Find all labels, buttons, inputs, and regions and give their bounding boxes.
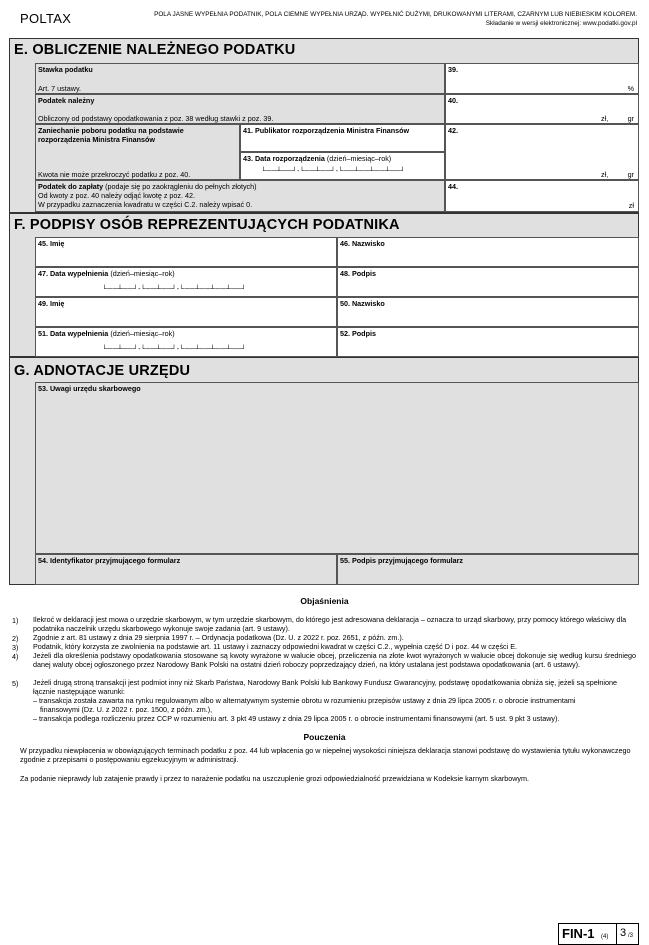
form-code-box: [558, 923, 617, 945]
field-47-fill-date[interactable]: [35, 267, 337, 297]
field-44-number: 44.: [448, 182, 458, 191]
field-47-label: [38, 269, 175, 278]
section-e-title: E. OBLICZENIE NALEŻNEGO PODATKU: [14, 42, 296, 58]
field-53-office-notes: [35, 382, 639, 554]
field-46-last-name[interactable]: [337, 237, 639, 267]
zloty-unit: zł,: [601, 170, 609, 179]
page-number-box: [616, 923, 639, 945]
note-number: 3): [12, 643, 19, 652]
field-49-label: 49. Imię: [38, 299, 65, 308]
field-39-tax-rate[interactable]: [445, 63, 639, 94]
zloty-unit: zł: [628, 201, 634, 210]
section-f: [9, 213, 639, 357]
tax-payable-note1: Od kwoty z poz. 40 należy odjąć kwotę z poz. 42.: [38, 191, 196, 200]
note-5-condition-1-cont: finansowymi (Dz. U. z 2022 r. poz. 1500, z późn. zm.),: [40, 705, 213, 714]
section-f-title: F. PODPISY OSÓB REPREZENTUJĄCYCH PODATNIKA: [14, 217, 400, 233]
date-placeholder: └──┴──┘-└──┴──┘-└──┴──┴──┴──┘: [102, 346, 247, 353]
field-48-signature[interactable]: [337, 267, 639, 297]
form-code: FIN-1: [562, 926, 595, 941]
tax-rate-label-cell: [35, 63, 445, 94]
field-50-label: 50. Nazwisko: [340, 299, 385, 308]
field-43-label: [243, 154, 391, 163]
field-41-label: 41. Publikator rozporządzenia Ministra Finansów: [243, 126, 410, 135]
tax-due-label: Podatek należny: [38, 96, 95, 105]
field-47-hint: (dzień–miesiąc–rok): [110, 269, 175, 278]
field-52-signature[interactable]: [337, 327, 639, 357]
form-variant: (4): [601, 934, 609, 940]
field-43-title: 43. Data rozporządzenia: [243, 154, 325, 163]
section-g-title: G. ADNOTACJE URZĘDU: [14, 363, 191, 379]
abandonment-note: Kwota nie może przekroczyć podatku z poz. 40.: [38, 170, 191, 179]
tax-rate-label: Stawka podatku: [38, 65, 93, 74]
field-43-hint: (dzień–miesiąc–rok): [326, 154, 392, 163]
note-2: Zgodnie z art. 81 ustawy z dnia 29 sierpnia 1997 r. – Ordynacja podatkowa (Dz. U. z 2022 r. poz. 2651, z późn. zm.).: [33, 633, 404, 642]
tax-payable-hint: (podaje się po zaokrągleniu do pełnych złotych): [105, 182, 257, 191]
instruction-paragraph-1: W przypadku niewpłacenia w obowiązujących terminach podatku z poz. 44 lub wpłacenia go w niepełnej wysokości niniejsza deklaracja stanowi podstawę do wystawienia tytułu wykonawczego zgodnie z przepisami o postępowaniu egzekucyjnym w administracji.: [20, 746, 631, 764]
field-42-number: 42.: [448, 126, 458, 135]
field-51-label: [38, 329, 175, 338]
note-number: 5): [12, 679, 19, 688]
field-51-hint: (dzień–miesiąc–rok): [110, 329, 175, 338]
field-45-first-name[interactable]: [35, 237, 337, 267]
note-1: Ilekroć w deklaracji jest mowa o urzędzie skarbowym, w tym urzędzie skarbowym, do którego jest adresowana deklaracja – oznacza to urząd skarbowy, przy pomocy którego właściwy dla podatnika naczelnik urzędu skarbowego wykonuje swoje zadania (art. 9 ustawy).: [33, 615, 627, 633]
field-42-abandonment-amount[interactable]: [445, 124, 639, 180]
field-53-label: 53. Uwagi urzędu skarbowego: [38, 384, 141, 393]
note-5-condition-1: – transakcja została zawarta na rynku regulowanym albo w alternatywnym systemie obrotu w rozumieniu przepisów ustawy z dnia 29 lipca 2005 r. o obrocie instrumentami: [33, 696, 576, 705]
tax-rate-note: Art. 7 ustawy.: [38, 84, 82, 93]
field-49-first-name[interactable]: [35, 297, 337, 327]
field-54-label: 54. Identyfikator przyjmującego formularz: [38, 556, 181, 565]
field-51-fill-date[interactable]: [35, 327, 337, 357]
note-number: 2): [12, 634, 19, 643]
date-placeholder: └──┴──┘-└──┴──┘-└──┴──┴──┴──┘: [261, 168, 406, 175]
field-51-title: 51. Data wypełnienia: [38, 329, 109, 338]
tax-payable-note2: W przypadku zaznaczenia kwadratu w części C.2. należy wpisać 0.: [38, 200, 253, 209]
instructions-title: Pouczenia: [303, 732, 346, 742]
fill-instruction: POLA JASNE WYPEŁNIA PODATNIK, POLA CIEMNE WYPEŁNIA URZĄD. WYPEŁNIĆ DUŻYMI, DRUKOWANYMI LITERAMI, CZARNYM LUB NIEBIESKIM KOLOREM.: [154, 11, 637, 18]
note-4: Jeżeli dla określenia podstawy opodatkowania stosowane są kwoty wyrażone w walucie obcej, przeliczenia na złote kwot wyrażonych w walucie obcej dokonuje się według kursu średniego danej waluty obcej ogłoszonego przez Narodowy Bank Polski na ostatni dzień roboczy poprzedzający dzień, na który ustalana jest podstawa opodatkowania (art. 6 ustawy).: [33, 651, 636, 669]
instruction-paragraph-2: Za podanie nieprawdy lub zatajenie prawdy i przez to narażenie podatku na uszczuplenie grozi odpowiedzialność przewidziana w Kodeksie karnym skarbowym.: [20, 774, 529, 783]
page-number: 3: [620, 927, 627, 939]
section-g: [9, 357, 639, 585]
field-44-tax-payable[interactable]: [445, 180, 639, 212]
field-45-label: 45. Imię: [38, 239, 65, 248]
note-number: 1): [12, 616, 19, 625]
field-39-number: 39.: [448, 65, 458, 74]
tax-payable-label-cell: [35, 180, 445, 212]
field-47-title: 47. Data wypełnienia: [38, 269, 109, 278]
field-46-label: 46. Nazwisko: [340, 239, 385, 248]
note-number: 4): [12, 652, 19, 661]
field-50-last-name[interactable]: [337, 297, 639, 327]
note-5: Jeżeli drugą stroną transakcji jest podmiot inny niż Skarb Państwa, Narodowy Bank Polski lub Bankowy Fundusz Gwarancyjny, podstawę opodatkowania obniża się, jeżeli są spełnione łącznie następujące warunki:: [33, 678, 617, 696]
field-55-label: 55. Podpis przyjmującego formularz: [340, 556, 464, 565]
grosz-unit: gr: [627, 170, 634, 179]
section-e: [9, 38, 639, 213]
grosz-unit: gr: [627, 114, 634, 123]
electronic-submission-note: Składanie w wersji elektronicznej: www.podatki.gov.pl: [485, 20, 637, 27]
abandonment-label-cell: [35, 124, 240, 180]
tax-payable-title: Podatek do zapłaty: [38, 182, 104, 191]
field-41-publisher[interactable]: [240, 124, 445, 152]
field-40-number: 40.: [448, 96, 458, 105]
field-43-regulation-date[interactable]: [240, 152, 445, 180]
app-name: POLTAX: [20, 11, 72, 26]
date-placeholder: └──┴──┘-└──┴──┘-└──┴──┴──┴──┘: [102, 286, 247, 293]
note-5-condition-2: – transakcja podlega rozliczeniu przez CCP w rozumieniu art. 3 pkt 49 ustawy z dnia 29 lipca 2005 r. o obrocie instrumentami finansowymi (art. 5 ust. 9 pkt 3 ustawy).: [33, 714, 560, 723]
percent-unit: %: [627, 84, 634, 93]
page-total: /3: [628, 933, 634, 939]
field-52-label: 52. Podpis: [340, 329, 376, 338]
field-54-receiver-id: [35, 554, 337, 585]
explanations-title: Objaśnienia: [300, 596, 349, 606]
field-40-tax-due[interactable]: [445, 94, 639, 124]
zloty-unit: zł,: [601, 114, 609, 123]
tax-payable-label: [38, 182, 257, 191]
abandonment-label: Zaniechanie poboru podatku na podstawie rozporządzenia Ministra Finansów: [38, 126, 184, 144]
field-48-label: 48. Podpis: [340, 269, 376, 278]
tax-due-label-cell: [35, 94, 445, 124]
field-55-receiver-signature: [337, 554, 639, 585]
note-3: Podatnik, który korzysta ze zwolnienia na podstawie art. 11 ustawy i zaznaczy odpowiedni kwadrat w części C.2., wypełnia część D i poz. 44 w części E.: [33, 642, 518, 651]
tax-due-note: Obliczony od podstawy opodatkowania z poz. 38 według stawki z poz. 39.: [38, 114, 274, 123]
